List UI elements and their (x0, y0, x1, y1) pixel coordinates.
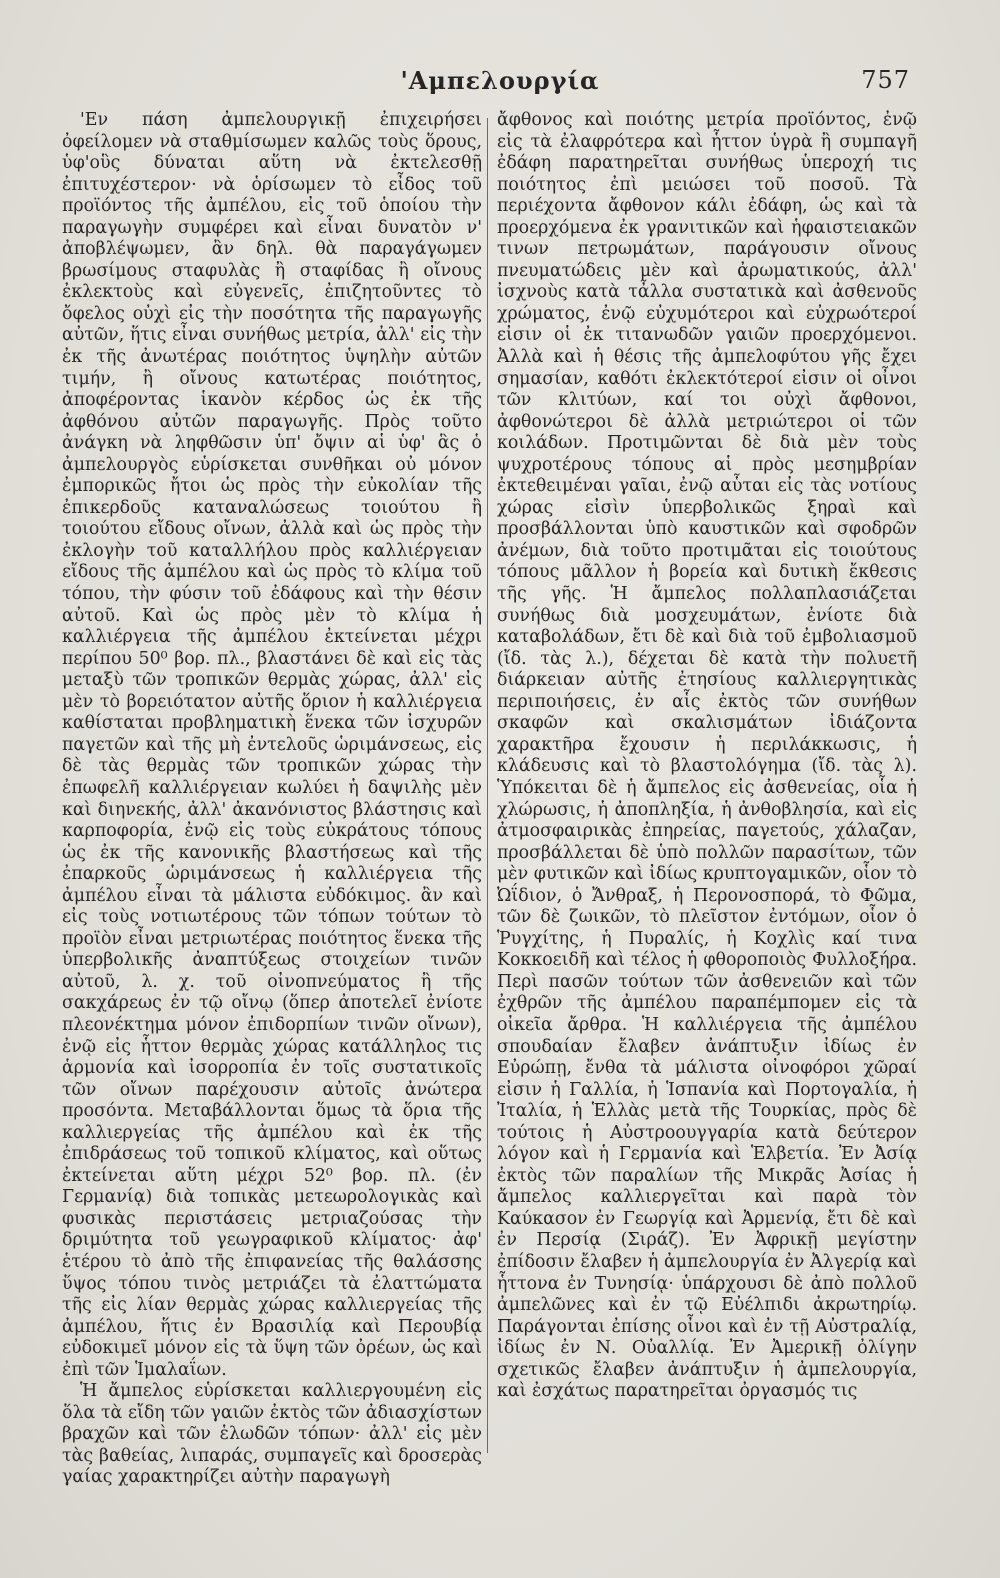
left-column (62, 110, 482, 1489)
page-header (0, 66, 1000, 96)
paragraph: 'Εν πάση ἀμπελουργικῇ ἐπιχειρήσει ὀφείλομεν νὰ σταθμίσωμεν καλῶς τοὺς ὅρους, ὑφ'οὓς δύναται αὕτη νὰ ἐκτελεσθῇ ἐπιτυχέστερον· νὰ ὁρίσωμεν τὸ εἶδος τοῦ προϊόντος τῆς ἀμπέλου, εἰς τοῦ ὁποίου τὴν παραγωγὴν συμφέρει καὶ εἶναι δυνατὸν ν' ἀποβλέψωμεν, ἂν δηλ. θὰ παραγάγωμεν βρωσίμους σταφυλὰς ἢ σταφίδας ἢ οἴνους ἐκλεκτοὺς καὶ εὐγενεῖς, ἐπιζητοῦντες τὸ ὄφελος οὐχὶ εἰς τὴν ποσότητα τῆς παραγωγῆς αὐτῶν, ἥτις εἶναι συνήθως μετρία, ἀλλ' εἰς τὴν ἐκ τῆς ἀνωτέρας ποιότητος ὑψηλὴν αὐτῶν τιμήν, ἢ οἴνους κατωτέρας ποιότητος, ἀποφέροντας ἱκανὸν κέρδος ὡς ἐκ τῆς ἀφθόνου αὐτῶν παραγωγῆς. Πρὸς τοῦτο ἀνάγκη νὰ ληφθῶσιν ὑπ' ὄψιν αἱ ὑφ' ἃς ὁ ἀμπελουργὸς εὑρίσκεται συνθῆκαι οὐ μόνον ἐμπορικῶς ἤτοι ὡς πρὸς τὴν εὐκολίαν τῆς ἐπικερδοῦς καταναλώσεως τοιούτου ἢ τοιούτου εἴδους οἴνων, ἀλλὰ καὶ ὡς πρὸς τὴν ἐκλογὴν τοῦ καταλλήλου πρὸς καλλιέργειαν εἴδους τῆς ἀμπέλου καὶ ὡς πρὸς τὸ κλίμα τοῦ τόπου, τὴν φύσιν τοῦ ἐδάφους καὶ τὴν θέσιν αὐτοῦ. Καὶ ὡς πρὸς μὲν τὸ κλίμα ἡ καλλιέργεια τῆς ἀμπέλου ἐκτείνεται μέχρι περίπου 50⁰ βορ. πλ., βλαστάνει δὲ καὶ εἰς τὰς μεταξὺ τῶν τροπικῶν θερμὰς χώρας, ἀλλ' εἰς μὲν τὸ βορειότατον αὐτῆς ὅριον ἡ καλλιέργεια καθίσταται προβληματικὴ ἕνεκα τῶν ἰσχυρῶν παγετῶν καὶ τῆς μὴ ἐντελοῦς ὡριμάνσεως, εἰς δὲ τὰς θερμὰς τῶν τροπικῶν χώρας τὴν ἐπωφελῆ καλλιέργειαν κωλύει ἡ δαψιλὴς μὲν καὶ διηνεκής, ἀλλ' ἀκανόνιστος βλάστησις καὶ καρποφορία, ἐνῷ εἰς τοὺς εὐκράτους τόπους ὡς ἐκ τῆς κανονικῆς βλαστήσεως καὶ τῆς ἐπαρκοῦς ὡριμάνσεως ἡ καλλιέργεια τῆς ἀμπέλου εἶναι τὰ μάλιστα εὐδόκιμος. ἂν καὶ εἰς τοὺς νοτιωτέρους τῶν τόπων τούτων τὸ προϊὸν εἶναι μετριωτέρας ποιότητος ἕνεκα τῆς ὑπερβολικῆς ἀναπτύξεως στοιχείων τινῶν αὐτοῦ, λ. χ. τοῦ οἰνοπνεύματος ἢ τῆς σακχάρεως ἐν τῷ οἴνῳ (ὅπερ ἀποτελεῖ ἐνίοτε πλεονέκτημα μόνον ἐπιδορπίων τινῶν οἴνων), ἐνῷ εἰς ἧττον θερμὰς χώρας κατάλληλος τις ἁρμονία καὶ ἰσορροπία ἐν τοῖς συστατικοῖς τῶν οἴνων παρέχουσιν αὐτοῖς ἀνώτερα προσόντα. Μεταβάλλονται ὅμως τὰ ὅρια τῆς καλλιεργείας τῆς ἀμπέλου καὶ ἐκ τῆς ἐπιδράσεως τοῦ τοπικοῦ κλίματος, καὶ οὕτως ἐκτείνεται αὕτη μέχρι 52⁰ βορ. πλ. (ἐν Γερμανίᾳ) διὰ τοπικὰς μετεωρολογικὰς καὶ φυσικὰς περιστάσεις μετριαζούσας τὴν δριμύτητα τοῦ γεωγραφικοῦ κλίματος· ἀφ' ἑτέρου τὸ ἀπὸ τῆς ἐπιφανείας τῆς θαλάσσης ὕψος τόπου τινὸς μετριάζει τὰ ἐλαττώματα τῆς εἰς λίαν θερμὰς χώρας καλλιεργείας τῆς ἀμπέλου, ἥτις ἐν Βρασιλίᾳ καὶ Περουβίᾳ εὐδοκιμεῖ μόνον εἰς τὰ ὕψη τῶν ὀρέων, ὡς καὶ ἐπὶ τῶν Ἱμαλαΐων. (62, 110, 482, 1380)
running-title: 'Αμπελουργία (400, 66, 600, 95)
column-divider (487, 118, 488, 1453)
right-column (497, 110, 917, 1403)
paragraph: Ἡ ἄμπελος εὑρίσκεται καλλιεργουμένη εἰς ὅλα τὰ εἴδη τῶν γαιῶν ἐκτὸς τῶν ἀδιασχίστων βραχῶν καὶ τῶν ἑλωδῶν τόπων· ἀλλ' εἰς μὲν τὰς βαθείας, λιπαράς, συμπαγεῖς καὶ δροσερὰς γαίας χαρακτηρίζει αὐτὴν παραγωγὴ (62, 1381, 482, 1488)
page-number: 757 (861, 66, 910, 94)
paragraph: ἄφθονος καὶ ποιότης μετρία προϊόντος, ἐνῷ εἰς τὰ ἐλαφρότερα καὶ ἧττον ὑγρὰ ἢ συμπαγῆ ἐδάφη παρατηρεῖται συνήθως ὑπεροχή τις ποιότητος ἐπὶ μειώσει τοῦ ποσοῦ. Τὰ περιέχοντα ἄφθονον κάλι ἐδάφη, ὡς καὶ τὰ προερχόμενα ἐκ γρανιτικῶν καὶ ἡφαιστειακῶν τινων πετρωμάτων, παράγουσιν οἴνους πνευματώδεις μὲν καὶ ἀρωματικούς, ἀλλ' ἰσχνοὺς κατὰ τἆλλα συστατικὰ καὶ ἀσθενοῦς χρώματος, ἐνῷ εὐχυμότεροι καὶ εὐχρωότεροί εἰσιν οἱ ἐκ τιτανωδῶν γαιῶν προερχόμενοι. Ἀλλὰ καὶ ἡ θέσις τῆς ἀμπελοφύτου γῆς ἔχει σημασίαν, καθότι ἐκλεκτότεροί εἰσιν οἱ οἶνοι τῶν κλιτύων, καί τοι οὐχὶ ἄφθονοι, ἀφθονώτεροι δὲ ἀλλὰ μετριώτεροι οἱ τῶν κοιλάδων. Προτιμῶνται δὲ διὰ μὲν τοὺς ψυχροτέρους τόπους αἱ πρὸς μεσημβρίαν ἐκτεθειμέναι γαῖαι, ἐνῷ αὗται εἰς τὰς νοτίους χώρας εἰσὶν ὑπερβολικῶς ξηραὶ καὶ προσβάλλονται ὑπὸ καυστικῶν καὶ σφοδρῶν ἀνέμων, διὰ τοῦτο προτιμᾶται εἰς τοιούτους τόπους μᾶλλον ἡ βορεία καὶ δυτικὴ ἔκθεσις τῆς γῆς. Ἡ ἄμπελος πολλαπλασιάζεται συνήθως διὰ μοσχευμάτων, ἐνίοτε διὰ καταβολάδων, ἔτι δὲ καὶ διὰ τοῦ ἐμβολιασμοῦ (ἴδ. τὰς λ.), δέχεται δὲ κατὰ τὴν πολυετῆ διάρκειαν αὐτῆς ἐτησίους καλλιεργητικὰς περιποιήσεις, ἐν αἷς ἐκτὸς τῶν συνήθων σκαφῶν καὶ σκαλισμάτων ἰδιάζοντα χαρακτῆρα ἔχουσιν ἡ περιλάκκωσις, ἡ κλάδευσις καὶ τὸ βλαστολόγημα (ἴδ. τὰς λ). Ὑπόκειται δὲ ἡ ἄμπελος εἰς ἀσθενείας, οἷα ἡ χλώρωσις, ἡ ἀποπληξία, ἡ ἀνθοβλησία, καὶ εἰς ἀτμοσφαιρικὰς ἐπηρείας, παγετούς, χάλαζαν, προσβάλλεται δὲ ὑπὸ πολλῶν παρασίτων, τῶν μὲν φυτικῶν καὶ ἰδίως κρυπτογαμικῶν, οἷον τὸ Ὠΐδιον, ὁ Ἄνθραξ, ἡ Περονοσπορά, τὸ Φῶμα, τῶν δὲ ζωικῶν, τὸ πλεῖστον ἐντόμων, οἷον ὁ Ῥυγχίτης, ἡ Πυραλίς, ἡ Κοχλὶς καί τινα Κοκκοειδῆ καὶ τέλος ἡ φθοροποιὸς Φυλλοξήρα. Περὶ πασῶν τούτων τῶν ἀσθενειῶν καὶ τῶν ἐχθρῶν τῆς ἀμπέλου παραπέμπομεν εἰς τὰ οἰκεῖα ἄρθρα. Ἡ καλλιέργεια τῆς ἀμπέλου σπουδαίαν ἔλαβεν ἀνάπτυξιν ἰδίως ἐν Εὐρώπῃ, ἔνθα τὰ μάλιστα οἰνοφόροι χῶραί εἰσιν ἡ Γαλλία, ἡ Ἱσπανία καὶ Πορτογαλία, ἡ Ἰταλία, ἡ Ἑλλὰς μετὰ τῆς Τουρκίας, πρὸς δὲ τούτοις ἡ Αὐστροουγγαρία κατὰ δεύτερον λόγον καὶ ἡ Γερμανία καὶ Ἑλβετία. Ἐν Ἀσίᾳ ἐκτὸς τῶν παραλίων τῆς Μικρᾶς Ἀσίας ἡ ἄμπελος καλλιεργεῖται καὶ παρὰ τὸν Καύκασον ἐν Γεωργίᾳ καὶ Ἀρμενίᾳ, ἔτι δὲ καὶ ἐν Περσίᾳ (Σιράζ). Ἐν Ἀφρικῇ μεγίστην ἐπίδοσιν ἔλαβεν ἡ ἀμπελουργία ἐν Ἀλγερίᾳ καὶ ἧττονα ἐν Τυνησίᾳ· ὑπάρχουσι δὲ ἀπὸ πολλοῦ ἀμπελῶνες καὶ ἐν τῷ Εὐέλπιδι ἀκρωτηρίῳ. Παράγονται ἐπίσης οἶνοι καὶ ἐν τῇ Αὐστραλίᾳ, ἰδίως ἐν Ν. Οὐαλλίᾳ. Ἐν Ἀμερικῇ ὀλίγην σχετικῶς ἔλαβεν ἀνάπτυξιν ἡ ἀμπελουργία, καὶ ἐσχάτως παρατηρεῖται ὀργασμός τις (497, 110, 917, 1402)
